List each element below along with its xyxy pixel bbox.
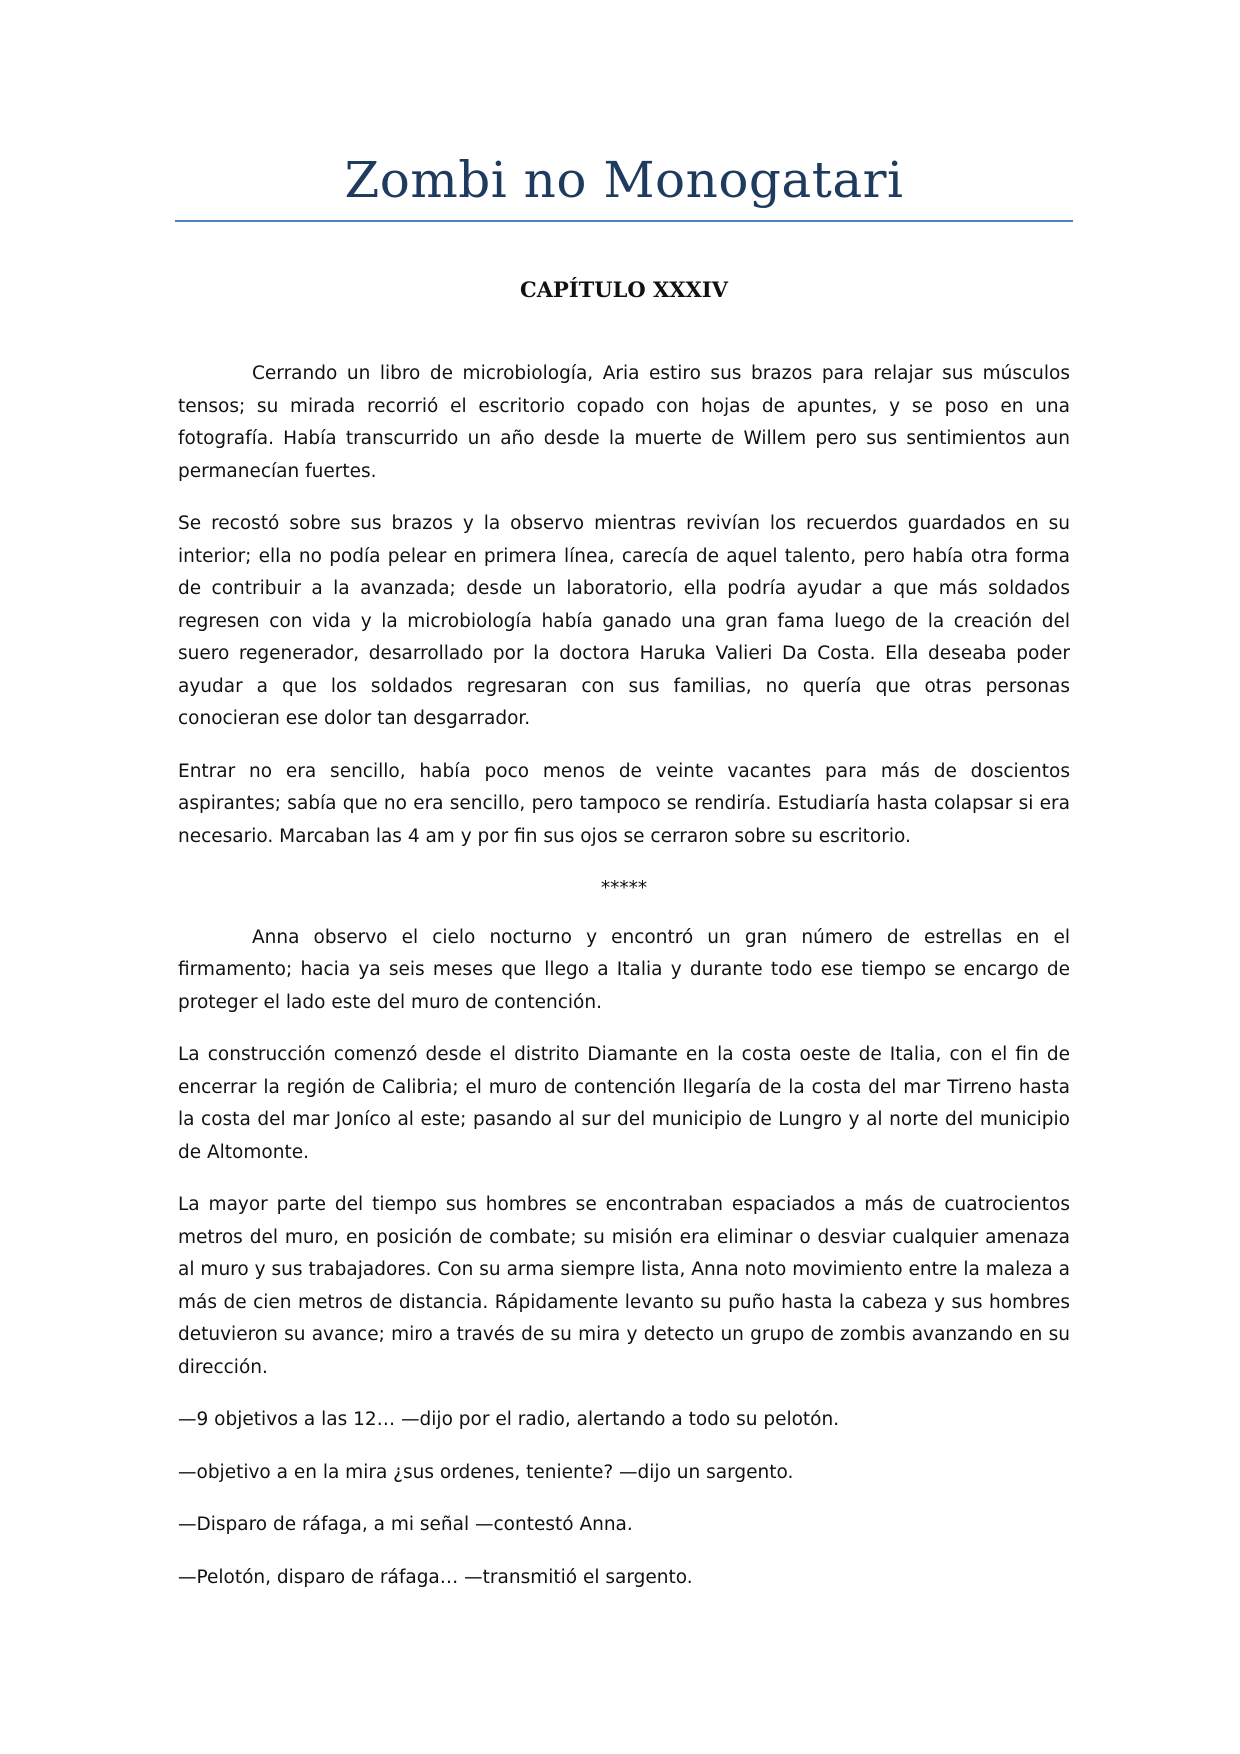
paragraph: La mayor parte del tiempo sus hombres se encontraban espaciados a más de cuatrocientos metros del muro, en posición de combate; su misión era eliminar o desviar cualquier amenaza al muro y sus trabajadores. Con su arma siempre lista, Anna noto movimiento entre la maleza a más de cien metros de distancia. Rápidamente levanto su puño hasta la cabeza y sus hombres detuvieron su avance; miro a través de su mira y detecto un grupo de zombis avanzando en su dirección. xyxy=(178,1194,1070,1378)
dialogue-line: —9 objetivos a las 12… —dijo por el radio, alertando a todo su pelotón. xyxy=(178,1409,840,1430)
document-body xyxy=(178,358,1070,1614)
dialogue-line: —Pelotón, disparo de ráfaga… —transmitió el sargento. xyxy=(178,1566,693,1588)
scene-separator: ***** xyxy=(600,878,648,899)
chapter-heading: CAPÍTULO XXXIV xyxy=(520,277,728,302)
dialogue-line: —objetivo a en la mira ¿sus ordenes, teniente? —dijo un sargento. xyxy=(178,1461,794,1483)
paragraph: Se recostó sobre sus brazos y la observo mientras revivían los recuerdos guardados en su interior; ella no podía pelear en primera línea, carecía de aquel talento, pero había otra forma de contribuir a la avanzada; desde un laboratorio, ella podría ayudar a que más soldados regresen con vida y la microbiología había ganado una gran fama luego de la creación del suero regenerador, desarrollado por la doctora Haruka Valieri Da Costa. Ella deseaba poder ayudar a que los soldados regresaran con sus familias, no quería que otras personas conocieran ese dolor tan desgarrador. xyxy=(178,513,1070,729)
paragraph: Cerrando un libro de microbiología, Aria estiro sus brazos para relajar sus músculos tensos; su mirada recorrió el escritorio copado con hojas de apuntes, y se poso en una fotografía. Había transcurrido un año desde la muerte de Willem pero sus sentimientos aun permanecían fuertes. xyxy=(178,363,1070,482)
title-underline xyxy=(175,220,1073,222)
paragraph: Entrar no era sencillo, había poco menos de veinte vacantes para más de doscientos aspirantes; sabía que no era sencillo, pero tampoco se rendiría. Estudiaría hasta colapsar si era necesario. Marcaban las 4 am y por fin sus ojos se cerraron sobre su escritorio. xyxy=(178,760,1070,847)
paragraph: Anna observo el cielo nocturno y encontró un gran número de estrellas en el firmamento; hacia ya seis meses que llego a Italia y durante todo ese tiempo se encargo de proteger el lado este del muro de contención. xyxy=(178,926,1070,1013)
paragraph: La construcción comenzó desde el distrito Diamante en la costa oeste de Italia, con el fin de encerrar la región de Calibria; el muro de contención llegaría de la costa del mar Tirreno hasta la costa del mar Joníco al este; pasando al sur del municipio de Lungro y al norte del municipio de Altomonte. xyxy=(178,1044,1070,1163)
dialogue-line: —Disparo de ráfaga, a mi señal —contestó Anna. xyxy=(178,1514,633,1535)
document-title: Zombi no Monogatari xyxy=(344,151,904,209)
